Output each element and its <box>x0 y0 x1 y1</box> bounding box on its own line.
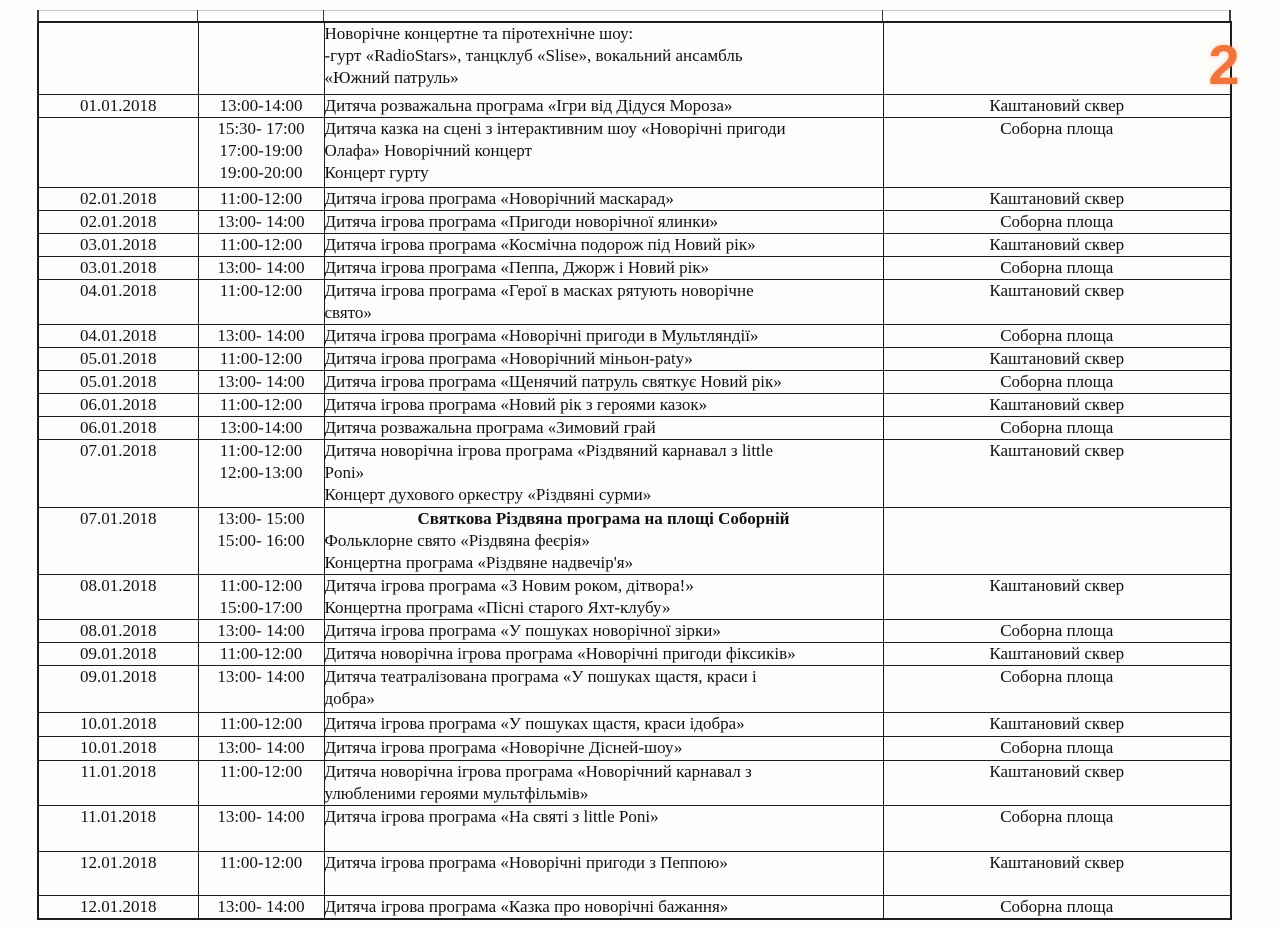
location-cell: Соборна площа <box>883 619 1231 642</box>
time-cell: 13:00- 14:00 <box>198 619 324 642</box>
location-cell: Каштановий сквер <box>883 94 1231 117</box>
location-cell: Каштановий сквер <box>883 712 1231 736</box>
time-cell: 11:00-12:00 <box>198 187 324 210</box>
table-row <box>38 619 1231 642</box>
time-cell: 13:00-14:00 <box>198 416 324 439</box>
location-cell: Каштановий сквер <box>883 347 1231 370</box>
table-row <box>38 324 1231 347</box>
program-cell: Дитяча ігрова програма «Пеппа, Джорж і Новий рік» <box>324 256 883 279</box>
time-cell: 11:00-12:00 <box>198 851 324 895</box>
table-row <box>38 279 1231 324</box>
events-schedule-table <box>37 21 1232 920</box>
program-cell: Дитяча казка на сцені з інтерактивним шоу «Новорічні пригоди Олафа» Новорічний концерт Концерт гурту <box>324 117 883 187</box>
date-cell: 01.01.2018 <box>38 94 198 117</box>
page-number: 2 <box>1208 33 1240 96</box>
date-cell: 03.01.2018 <box>38 233 198 256</box>
table-row <box>38 233 1231 256</box>
location-cell <box>883 22 1231 94</box>
program-cell: Дитяча розважальна програма «Ігри від Дідуся Мороза» <box>324 94 883 117</box>
table-row <box>38 642 1231 665</box>
location-cell: Соборна площа <box>883 736 1231 760</box>
time-cell: 11:00-12:00 <box>198 279 324 324</box>
program-cell: Дитяча ігрова програма «Космічна подорож під Новий рік» <box>324 233 883 256</box>
table-row <box>38 347 1231 370</box>
time-cell: 11:00-12:00 <box>198 642 324 665</box>
date-cell: 07.01.2018 <box>38 439 198 507</box>
location-cell: Соборна площа <box>883 805 1231 851</box>
time-cell: 15:30- 17:00 17:00-19:00 19:00-20:00 <box>198 117 324 187</box>
date-cell: 10.01.2018 <box>38 712 198 736</box>
location-cell: Каштановий сквер <box>883 233 1231 256</box>
location-cell: Каштановий сквер <box>883 760 1231 805</box>
date-cell: 08.01.2018 <box>38 619 198 642</box>
date-cell: 09.01.2018 <box>38 642 198 665</box>
time-cell: 11:00-12:00 <box>198 233 324 256</box>
program-cell: Дитяча театралізована програма «У пошуках щастя, краси і добра» <box>324 665 883 712</box>
program-cell: Дитяча новорічна ігрова програма «Новорічні пригоди фіксиків» <box>324 642 883 665</box>
location-cell: Каштановий сквер <box>883 642 1231 665</box>
program-cell: Дитяча ігрова програма «Герої в масках рятують новорічне свято» <box>324 279 883 324</box>
date-cell: 12.01.2018 <box>38 895 198 919</box>
location-cell: Каштановий сквер <box>883 187 1231 210</box>
time-cell: 13:00- 14:00 <box>198 324 324 347</box>
date-cell: 05.01.2018 <box>38 370 198 393</box>
program-cell: Дитяча ігрова програма «З Новим роком, дітвора!» Концертна програма «Пісні старого Яхт-клубу» <box>324 574 883 619</box>
table-row <box>38 805 1231 851</box>
date-cell: 08.01.2018 <box>38 574 198 619</box>
program-cell: Дитяча ігрова програма «Пригоди новорічної ялинки» <box>324 210 883 233</box>
time-cell: 11:00-12:00 <box>198 760 324 805</box>
date-cell: 04.01.2018 <box>38 279 198 324</box>
date-cell: 06.01.2018 <box>38 416 198 439</box>
time-cell: 11:00-12:00 <box>198 712 324 736</box>
time-cell: 11:00-12:00 <box>198 393 324 416</box>
program-cell: Дитяча ігрова програма «Новий рік з героями казок» <box>324 393 883 416</box>
table-row <box>38 574 1231 619</box>
program-cell: Дитяча ігрова програма «Новорічні пригоди з Пеппою» <box>324 851 883 895</box>
time-cell: 11:00-12:00 12:00-13:00 <box>198 439 324 507</box>
program-cell: Дитяча ігрова програма «Новорічне Дісней-шоу» <box>324 736 883 760</box>
time-cell: 11:00-12:00 <box>198 347 324 370</box>
time-cell <box>198 22 324 94</box>
table-row <box>38 895 1231 919</box>
date-cell: 02.01.2018 <box>38 187 198 210</box>
program-cell: Дитяча новорічна ігрова програма «Новорічний карнавал з улюбленими героями мультфільмів» <box>324 760 883 805</box>
table-row <box>38 507 1231 574</box>
program-cell: Святкова Різдвяна програма на площі Соборній Фольклорне свято «Різдвяна феєрія» Концертна програма «Різдвяне надвечір'я» <box>324 507 883 574</box>
program-cell: Дитяча ігрова програма «У пошуках новорічної зірки» <box>324 619 883 642</box>
table-row <box>38 117 1231 187</box>
location-cell: Соборна площа <box>883 324 1231 347</box>
time-cell: 13:00- 14:00 <box>198 665 324 712</box>
location-cell: Каштановий сквер <box>883 393 1231 416</box>
program-cell: Новорічне концертне та піротехнічне шоу: -гурт «RadioStars», танцклуб «Slise», вокальний ансамбль «Южний патруль» <box>324 22 883 94</box>
location-cell: Соборна площа <box>883 117 1231 187</box>
time-cell: 11:00-12:00 15:00-17:00 <box>198 574 324 619</box>
table-row <box>38 712 1231 736</box>
time-cell: 13:00- 15:00 15:00- 16:00 <box>198 507 324 574</box>
table-row <box>38 94 1231 117</box>
time-cell: 13:00- 14:00 <box>198 736 324 760</box>
table-row <box>38 665 1231 712</box>
date-cell: 07.01.2018 <box>38 507 198 574</box>
date-cell: 02.01.2018 <box>38 210 198 233</box>
program-cell: Дитяча ігрова програма «У пошуках щастя, краси ідобра» <box>324 712 883 736</box>
date-cell: 09.01.2018 <box>38 665 198 712</box>
program-cell: Дитяча розважальна програма «Зимовий грай <box>324 416 883 439</box>
time-cell: 13:00-14:00 <box>198 94 324 117</box>
location-cell: Соборна площа <box>883 416 1231 439</box>
table-row <box>38 760 1231 805</box>
time-cell: 13:00- 14:00 <box>198 210 324 233</box>
location-cell: Соборна площа <box>883 895 1231 919</box>
time-cell: 13:00- 14:00 <box>198 805 324 851</box>
program-cell: Дитяча ігрова програма «Новорічні пригоди в Мультляндії» <box>324 324 883 347</box>
program-cell: Дитяча ігрова програма «Щенячий патруль святкує Новий рік» <box>324 370 883 393</box>
program-cell: Дитяча новорічна ігрова програма «Різдвяний карнавал з little Poni» Концерт духового оркестру «Різдвяні сурми» <box>324 439 883 507</box>
program-cell: Дитяча ігрова програма «Новорічний міньон-paty» <box>324 347 883 370</box>
table-row <box>38 370 1231 393</box>
program-cell: Дитяча ігрова програма «Казка про новорічні бажання» <box>324 895 883 919</box>
location-cell: Соборна площа <box>883 210 1231 233</box>
location-cell: Соборна площа <box>883 370 1231 393</box>
table-row <box>38 851 1231 895</box>
date-cell: 12.01.2018 <box>38 851 198 895</box>
date-cell: 03.01.2018 <box>38 256 198 279</box>
table-row <box>38 439 1231 507</box>
location-cell: Соборна площа <box>883 256 1231 279</box>
date-cell: 10.01.2018 <box>38 736 198 760</box>
date-cell: 04.01.2018 <box>38 324 198 347</box>
time-cell: 13:00- 14:00 <box>198 256 324 279</box>
time-cell: 13:00- 14:00 <box>198 370 324 393</box>
program-cell: Дитяча ігрова програма «На святі з little Poni» <box>324 805 883 851</box>
date-cell: 11.01.2018 <box>38 805 198 851</box>
location-cell: Каштановий сквер <box>883 279 1231 324</box>
time-cell: 13:00- 14:00 <box>198 895 324 919</box>
program-cell: Дитяча ігрова програма «Новорічний маскарад» <box>324 187 883 210</box>
date-cell <box>38 117 198 187</box>
date-cell: 11.01.2018 <box>38 760 198 805</box>
location-cell: Соборна площа <box>883 665 1231 712</box>
table-row <box>38 256 1231 279</box>
table-row <box>38 736 1231 760</box>
table-row <box>38 210 1231 233</box>
location-cell: Каштановий сквер <box>883 574 1231 619</box>
table-row <box>38 187 1231 210</box>
location-cell: Каштановий сквер <box>883 851 1231 895</box>
date-cell: 06.01.2018 <box>38 393 198 416</box>
table-row <box>38 416 1231 439</box>
location-cell: Каштановий сквер <box>883 439 1231 507</box>
date-cell: 05.01.2018 <box>38 347 198 370</box>
page-break-artifact-line <box>37 10 1230 11</box>
schedule-table-body <box>38 22 1231 919</box>
location-cell <box>883 507 1231 574</box>
date-cell <box>38 22 198 94</box>
table-row <box>38 22 1231 94</box>
table-row <box>38 393 1231 416</box>
